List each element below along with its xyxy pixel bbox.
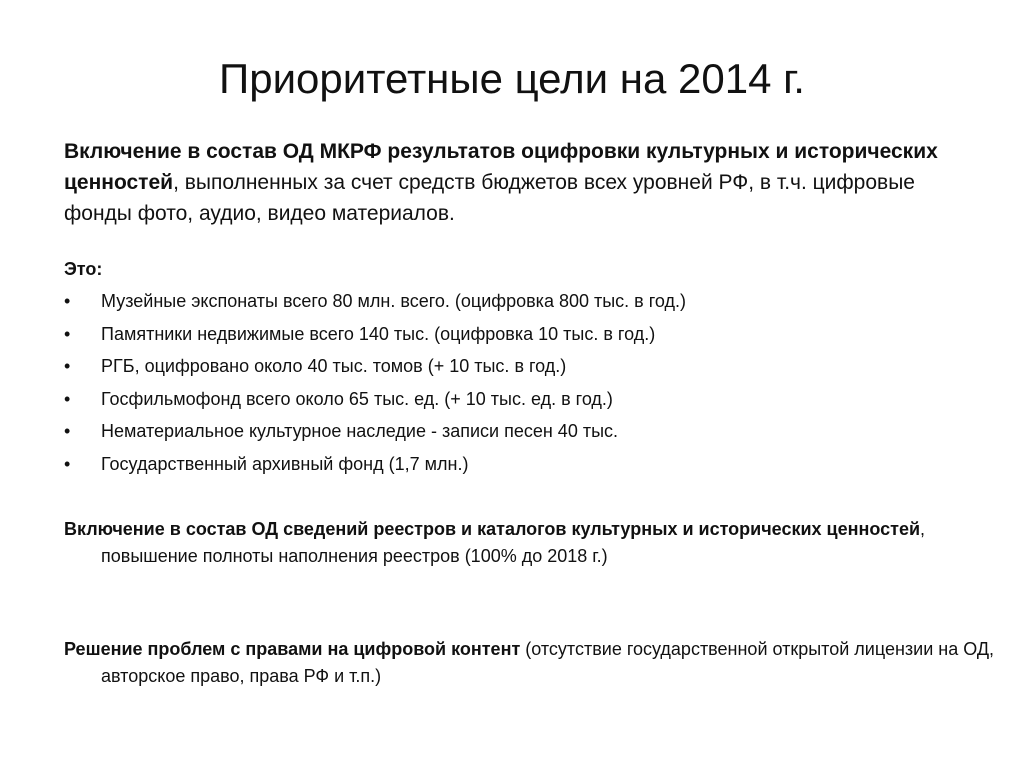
- list-item-text: Памятники недвижимые всего 140 тыс. (оцифровка 10 тыс. в год.): [101, 323, 656, 344]
- registries-bold: Включение в состав ОД сведений реестров и каталогов культурных и исторических ценностей: [64, 519, 921, 539]
- list-item: [64, 288, 944, 321]
- bullet-icon: •: [64, 388, 71, 409]
- slide-title: Приоритетные цели на 2014 г.: [219, 55, 805, 102]
- bullet-icon: •: [64, 421, 71, 442]
- list-item-text: Музейные экспонаты всего 80 млн. всего. (оцифровка 800 тыс. в год.): [101, 291, 687, 311]
- intro-bold: Включение в состав ОД МКРФ результатов оцифровки культурных и исторических ценностей: [64, 140, 938, 194]
- bullet-list: [64, 288, 944, 484]
- rights-rest: (отсутствие государственной открытой лицензии на ОД, авторское право, права РФ и т.п.): [101, 639, 995, 686]
- bullet-icon: •: [64, 453, 71, 474]
- bullet-icon: •: [64, 323, 71, 344]
- list-item-text: Нематериальное культурное наследие - записи песен 40 тыс.: [101, 421, 619, 442]
- registries-paragraph: [64, 516, 1001, 570]
- intro-rest: , выполненных за счет средств бюджетов всех уровней РФ, в т.ч. цифровые фонды фото, аудио, видео материалов.: [64, 171, 915, 225]
- bullet-icon: •: [64, 291, 71, 311]
- registries-rest: , повышение полноты наполнения реестров (100% до 2018 г.): [101, 519, 926, 566]
- list-heading: Это:: [64, 259, 103, 279]
- list-item-text: РГБ, оцифровано около 40 тыс. томов (+ 10 тыс. в год.): [101, 356, 567, 377]
- list-item-text: Госфильмофонд всего около 65 тыс. ед. (+ 10 тыс. ед. в год.): [101, 388, 613, 409]
- rights-bold: Решение проблем с правами на цифровой контент: [64, 639, 521, 659]
- intro-paragraph: [64, 136, 964, 229]
- list-item: [64, 418, 944, 451]
- rights-paragraph: [64, 636, 1001, 690]
- list-item: [64, 353, 944, 386]
- bullet-icon: •: [64, 356, 71, 377]
- list-item: [64, 451, 944, 484]
- list-item-text: Государственный архивный фонд (1,7 млн.): [101, 453, 469, 474]
- list-item: [64, 386, 944, 419]
- list-item: [64, 321, 944, 354]
